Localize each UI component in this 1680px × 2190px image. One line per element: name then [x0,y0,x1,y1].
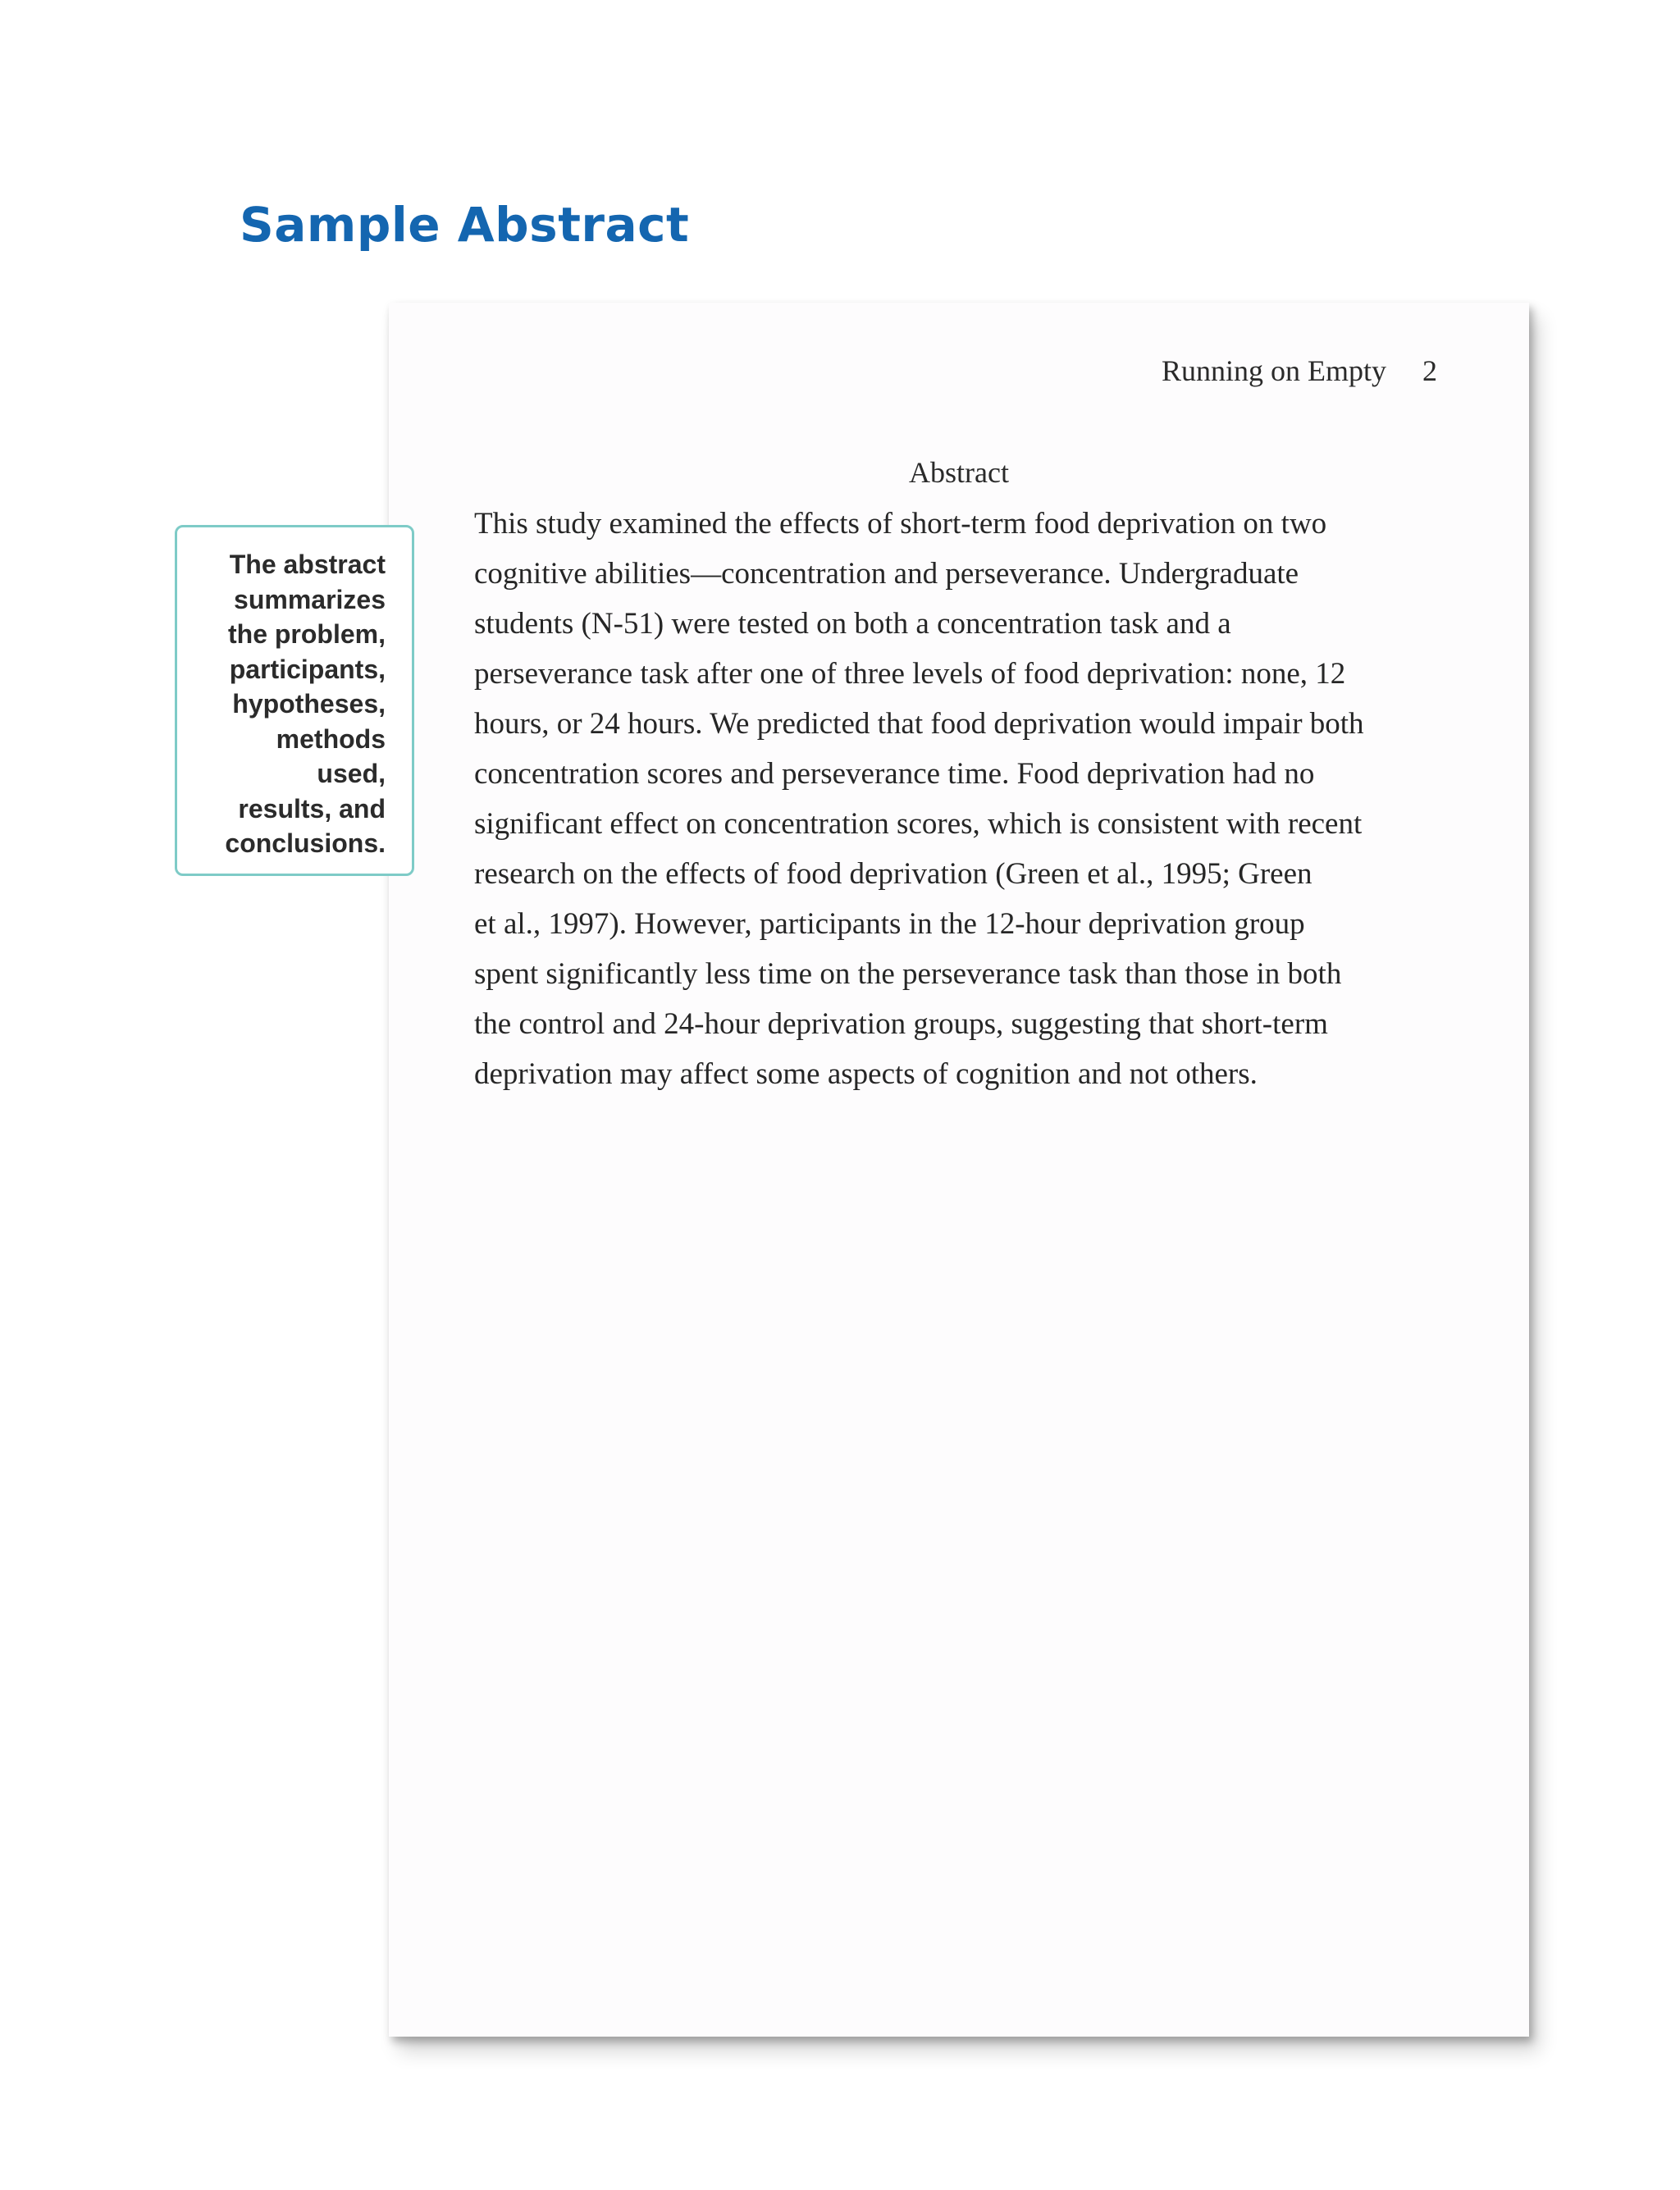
abstract-line: significant effect on concentration scores, which is consistent with recent [474,807,1363,841]
callout-line: conclusions. [225,828,386,858]
abstract-body [474,499,1459,1099]
abstract-line: et al., 1997). However, participants in the 12-hour deprivation group [474,907,1305,941]
callout-line: hypotheses, [232,689,386,719]
abstract-line: deprivation may affect some aspects of cognition and not others. [474,1057,1258,1091]
callout-line: the problem, [227,619,386,649]
section-title: Sample Abstract [240,197,690,253]
callout-line: methods [276,723,386,754]
callout-line: participants, [229,654,386,684]
abstract-line: cognitive abilities—concentration and perseverance. Undergraduate [474,557,1299,591]
callout-line: summarizes [234,584,386,614]
abstract-line: hours, or 24 hours. We predicted that food deprivation would impair both [474,707,1364,741]
callout-line: results, and [238,793,386,824]
abstract-heading: Abstract [909,456,1009,489]
abstract-line: perseverance task after one of three levels of food deprivation: none, 12 [474,657,1346,691]
abstract-line: the control and 24-hour deprivation groups, suggesting that short-term [474,1007,1328,1041]
annotation-callout [175,525,414,876]
abstract-line: This study examined the effects of short-term food deprivation on two [474,507,1327,541]
running-head [1162,354,1437,388]
abstract-line: students (N-51) were tested on both a concentration task and a [474,607,1231,641]
running-head-title: Running on Empty [1161,354,1386,387]
abstract-line: research on the effects of food deprivation (Green et al., 1995; Green [474,857,1312,891]
page-number: 2 [1422,354,1437,387]
abstract-line: concentration scores and perseverance time. Food deprivation had no [474,757,1315,791]
document-page [389,303,1529,2037]
callout-line: The abstract [229,550,386,579]
abstract-line: spent significantly less time on the perseverance task than those in both [474,957,1342,991]
callout-line: used, [317,759,386,788]
